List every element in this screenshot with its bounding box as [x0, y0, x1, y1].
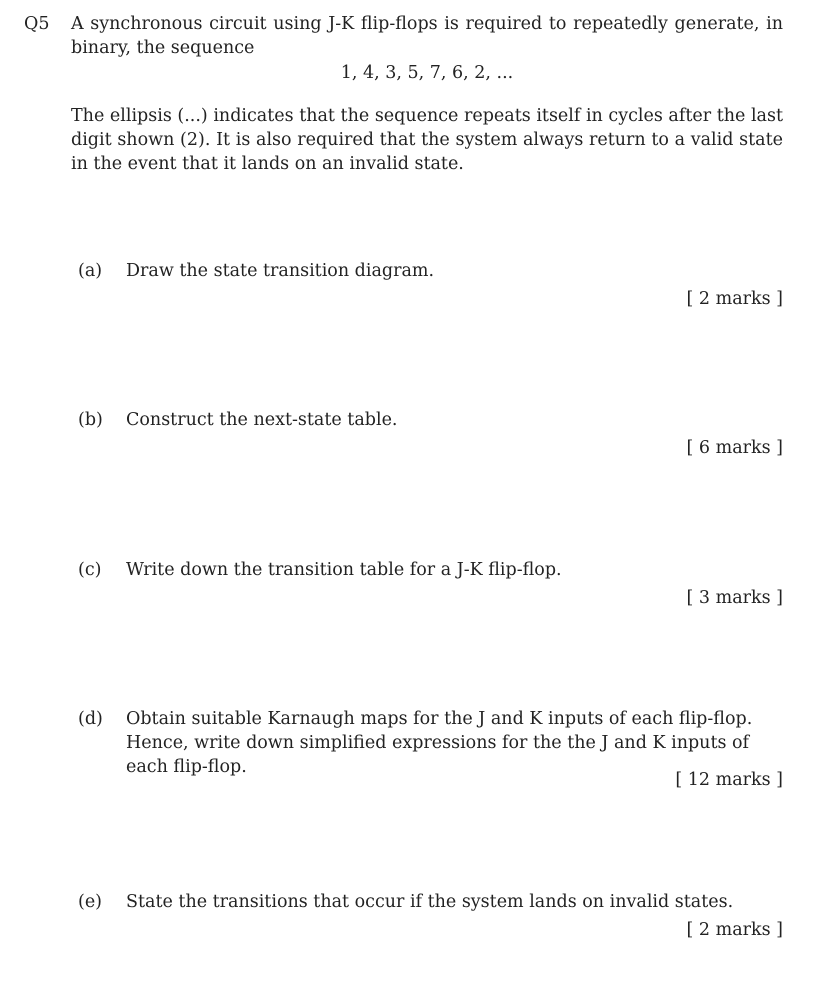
part-e-label: (e)	[78, 892, 103, 912]
part-c-marks: [ 3 marks ]	[686, 588, 783, 608]
part-b-label: (b)	[78, 410, 103, 430]
part-c-text: Write down the transition table for a J-K flip-flop.	[126, 560, 562, 580]
sequence: 1, 4, 3, 5, 7, 6, 2, ...	[340, 63, 514, 83]
question-number: Q5	[24, 14, 50, 34]
part-d-text: Obtain suitable Karnaugh maps for the J and K inputs of each flip-flop. Hence, write down simplified expressions for the the J and K inputs of each flip-flop.	[126, 709, 753, 777]
part-d-label: (d)	[78, 709, 103, 729]
part-c-label: (c)	[78, 560, 102, 580]
part-d-marks: [ 12 marks ]	[675, 770, 783, 790]
part-a-marks: [ 2 marks ]	[686, 289, 783, 309]
question-paragraph: The ellipsis (...) indicates that the sequence repeats itself in cycles after the last digit shown (2). It is also required that the system always return to a valid state in the event that it lands on an invalid state.	[71, 106, 783, 174]
part-b-text: Construct the next-state table.	[126, 410, 398, 430]
question-stem: A synchronous circuit using J-K flip-flops is required to repeatedly generate, in binary, the sequence	[71, 14, 783, 58]
part-e-text: State the transitions that occur if the system lands on invalid states.	[126, 892, 734, 912]
part-e-marks: [ 2 marks ]	[686, 920, 783, 940]
part-b-marks: [ 6 marks ]	[686, 438, 783, 458]
part-a-label: (a)	[78, 261, 103, 281]
part-a-text: Draw the state transition diagram.	[126, 261, 435, 281]
